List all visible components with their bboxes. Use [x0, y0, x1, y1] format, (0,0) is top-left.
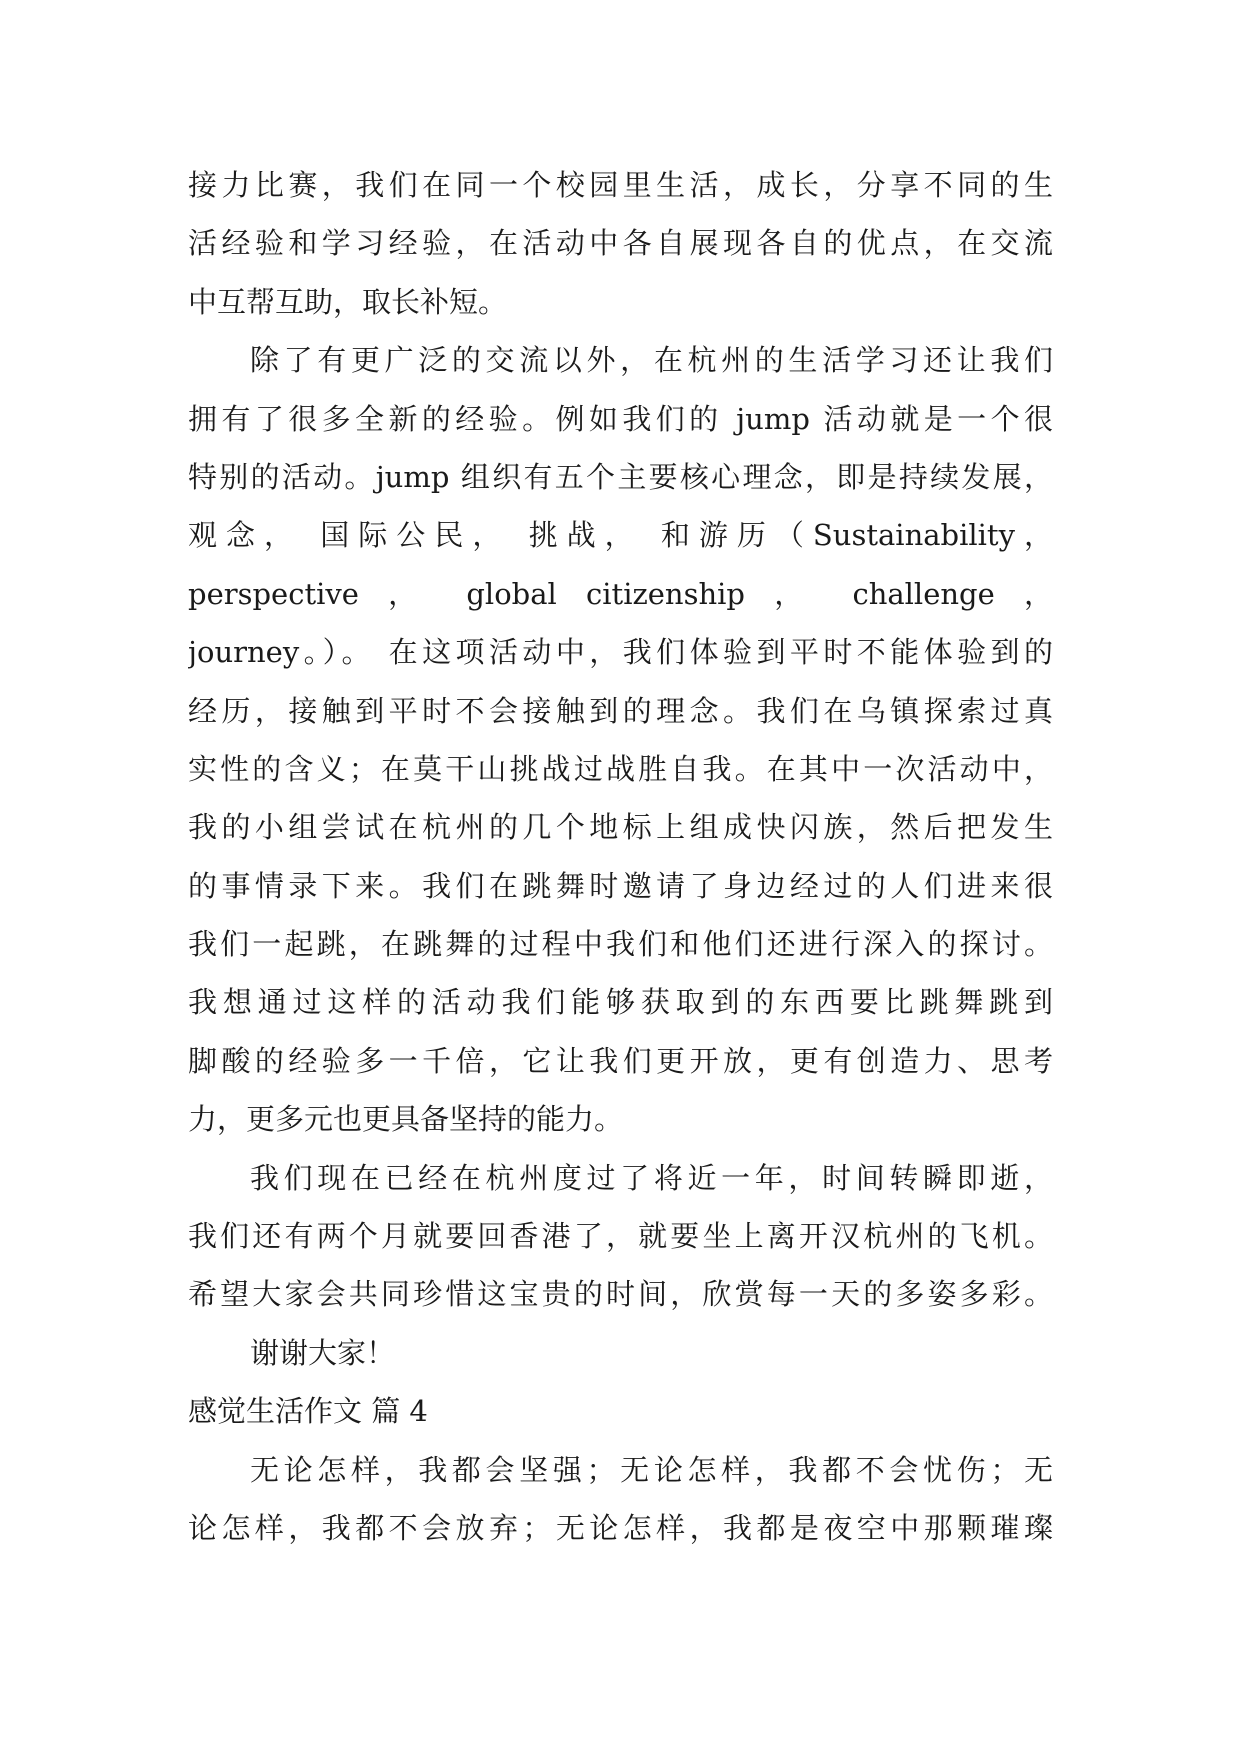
document-body — [188, 156, 1053, 1557]
text-line: 经历，接触到平时不会接触到的理念。我们在乌镇探索过真 — [188, 693, 1053, 728]
text-line: 的事情录下来。我们在跳舞时邀请了身边经过的人们进来很 — [188, 868, 1053, 903]
text-line: 活经验和学习经验，在活动中各自展现各自的优点，在交流 — [188, 226, 1053, 261]
text-line: 论怎样，我都不会放弃；无论怎样，我都是夜空中那颗璀璨 — [188, 1510, 1053, 1545]
text-line: 脚酸的经验多一千倍，它让我们更开放，更有创造力、思考 — [188, 1043, 1053, 1078]
text-line: 我想通过这样的活动我们能够获取到的东西要比跳舞跳到 — [188, 985, 1053, 1020]
text-line: 我们现在已经在杭州度过了将近一年，时间转瞬即逝， — [250, 1160, 1053, 1195]
text-line: 除了有更广泛的交流以外，在杭州的生活学习还让我们 — [250, 343, 1053, 378]
text-line: 拥有了很多全新的经验。例如我们的 jump 活动就是一个很 — [188, 401, 1053, 436]
text-line: 我们还有两个月就要回香港了，就要坐上离开汉杭州的飞机。 — [188, 1219, 1053, 1254]
text-line: perspective ， global citizenship ， challenge ， — [188, 576, 1053, 611]
text-line: journey。）。 在这项活动中，我们体验到平时不能体验到的 — [188, 635, 1053, 670]
text-line: 观念， 国际公民， 挑战， 和游历（Sustainability， — [188, 518, 1053, 553]
text-line: 力，更多元也更具备坚持的能力。 — [188, 1102, 624, 1137]
text-line: 特别的活动。jump 组织有五个主要核心理念，即是持续发展， — [188, 459, 1053, 494]
text-line: 中互帮互助，取长补短。 — [188, 284, 508, 319]
text-line: 实性的含义；在莫干山挑战过战胜自我。在其中一次活动中， — [188, 751, 1053, 786]
text-line: 我的小组尝试在杭州的几个地标上组成快闪族，然后把发生 — [188, 810, 1053, 845]
text-line: 希望大家会共同珍惜这宝贵的时间，欣赏每一天的多姿多彩。 — [188, 1277, 1053, 1312]
text-line: 谢谢大家！ — [250, 1335, 396, 1370]
text-line: 接力比赛，我们在同一个校园里生活，成长，分享不同的生 — [188, 168, 1053, 202]
text-line: 我们一起跳，在跳舞的过程中我们和他们还进行深入的探讨。 — [188, 927, 1053, 962]
text-line: 无论怎样，我都会坚强；无论怎样，我都不会忧伤；无 — [250, 1452, 1053, 1487]
section-heading: 感觉生活作文 篇 4 — [188, 1394, 428, 1429]
